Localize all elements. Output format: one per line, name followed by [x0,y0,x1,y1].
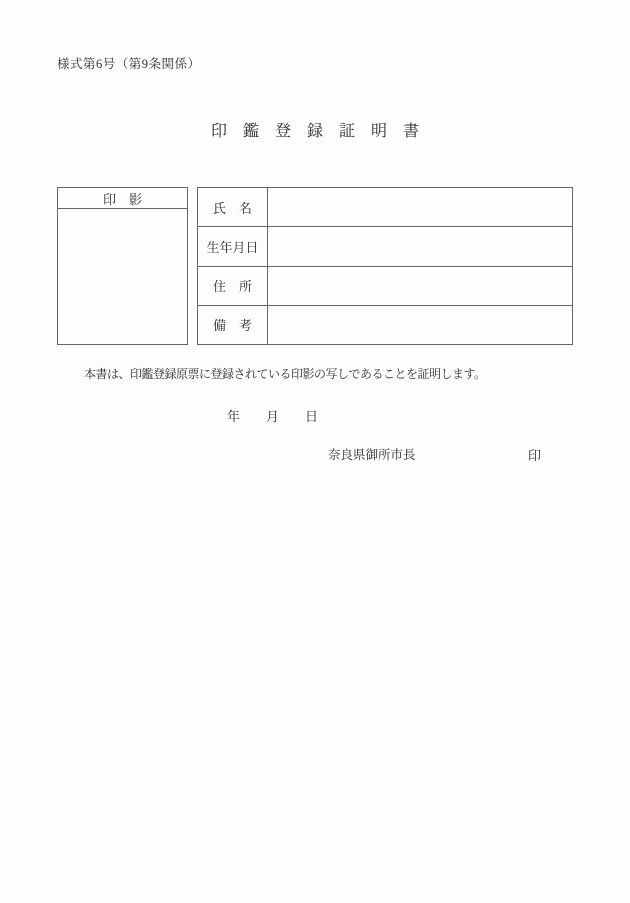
row-label-address: 住 所 [198,267,268,305]
row-value-birthdate [268,227,572,265]
issuer-line [0,445,630,463]
row-label-name: 氏 名 [198,188,268,226]
issuer-name: 奈良県御所市長 [328,448,416,462]
certification-statement: 本書は、印鑑登録原票に登録されている印影の写しであることを証明します。 [84,367,486,381]
table-row-name [198,188,572,226]
seal-impression-label: 印 影 [58,188,187,209]
row-value-name [268,188,572,226]
page-title: 印 鑑 登 録 証 明 書 [210,123,419,140]
seal-impression-area [58,209,187,345]
form-number: 様式第6号（第9条関係） [57,57,201,71]
row-value-remarks [268,306,572,344]
seal-impression-box [57,187,188,345]
row-label-remarks: 備 考 [198,306,268,344]
table-row-birthdate [198,226,572,265]
row-value-address [268,267,572,305]
row-label-birthdate: 生年月日 [198,227,268,265]
table-row-address [198,266,572,305]
table-row-remarks [198,305,572,344]
date-line: 年 月 日 [227,409,319,424]
info-table [197,187,573,345]
issuer-seal-mark: 印 [528,448,542,463]
